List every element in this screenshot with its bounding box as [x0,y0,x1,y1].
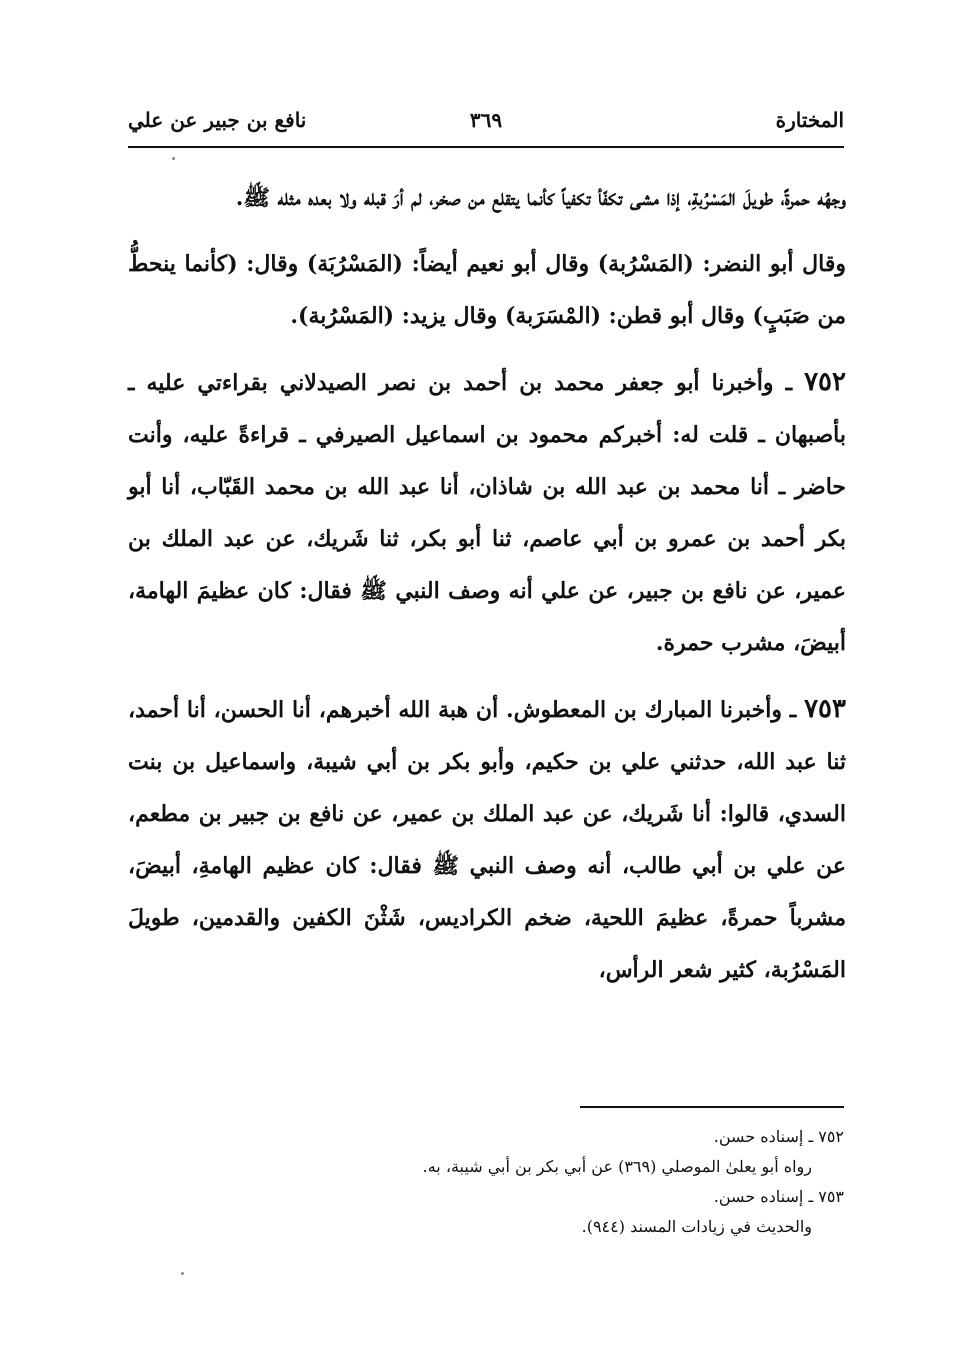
hadith-number: ٧٥٢ [804,367,846,397]
paragraph-text: ـ وأخبرنا أبو جعفر محمد بن أحمد بن نصر الصيدلاني بقراءتي عليه ـ بأصبهان ـ قلت له: أخبركم محمود بن اسماعيل الصيرفي ـ قراءةً عليه، وأنت حاضر ـ أنا محمد بن عبد الله بن شاذان، أنا عبد الله بن محمد القَبّاب، أنا أبو بكر أحمد بن عمرو بن أبي عاصم، ثنا أبو بكر، ثنا شَريك، عن عبد الملك بن عمير، عن نافع بن جبير، عن علي أنه وصف النبي ﷺ فقال: كان عظيمَ الهامة، أبيضَ، مشرب حمرة. [128,370,846,656]
page-number: ٣٦٩ [469,108,503,132]
footnote-line: ٧٥٢ ـ إسناده حسن. [713,1127,844,1146]
page-header [128,108,844,140]
paragraph-text: وقال أبو النضر: (المَسْرُبة) وقال أبو نعيم أيضاً: (المَسْرُبَة) وقال: (كأنما ينحطُّ من صَبَبٍ) وقال أبو قطن: (المْسَرَبة) وقال يزيد: (المَسْرُبة). [128,251,846,329]
paragraph [128,172,846,224]
footnote-line: رواه أبو يعلىٰ الموصلي (٣٦٩) عن أبي بكر بن أبي شيبة، به. [422,1157,812,1176]
paragraph-text: ـ وأخبرنا المبارك بن المعطوش. أن هبة الله أخبرهم، أنا الحسن، أنا أحمد، ثنا عبد الله، حدثني علي بن حكيم، وأبو بكر بن أبي شيبة، واسماعيل بن بنت السدي، قالوا: أنا شَريك، عن عبد الملك بن عمير، عن نافع بن جبير بن مطعم، عن علي بن أبي طالب، أنه وصف النبي ﷺ فقال: كان عظيم الهامةِ، أبيضَ، مشرباً حمرةً، عظيمَ اللحية، ضخم الكراديس، شَثْنَ الكفين والقدمين، طويلَ المَسْرُبة، كثير شعر الرأس، [128,697,846,983]
paragraph-text: وجهُه حمرةً، طويلَ المَسْرُبةِ، إذا مشى تكفّأ تكفياً كأنما يتقلع من صخر، لم أرَ قبله ولا بعده مثله ﷺ. [235,185,846,211]
footnote-rule [580,1106,844,1108]
hadith-number: ٧٥٣ [804,694,846,724]
book-title: المختارة [775,108,844,132]
hadith-paragraph [128,356,846,669]
footnote-line: والحديث في زيادات المسند (٩٤٤). [581,1217,812,1236]
paragraph [128,238,846,342]
main-text [128,172,846,1010]
header-rule [128,146,844,148]
footnotes [300,1122,844,1242]
footnote-line: ٧٥٣ ـ إسناده حسن. [713,1187,844,1206]
scan-speck [172,157,175,160]
scan-speck [181,1272,184,1275]
hadith-paragraph [128,683,846,996]
chapter-title: نافع بن جبير عن علي [128,108,307,132]
